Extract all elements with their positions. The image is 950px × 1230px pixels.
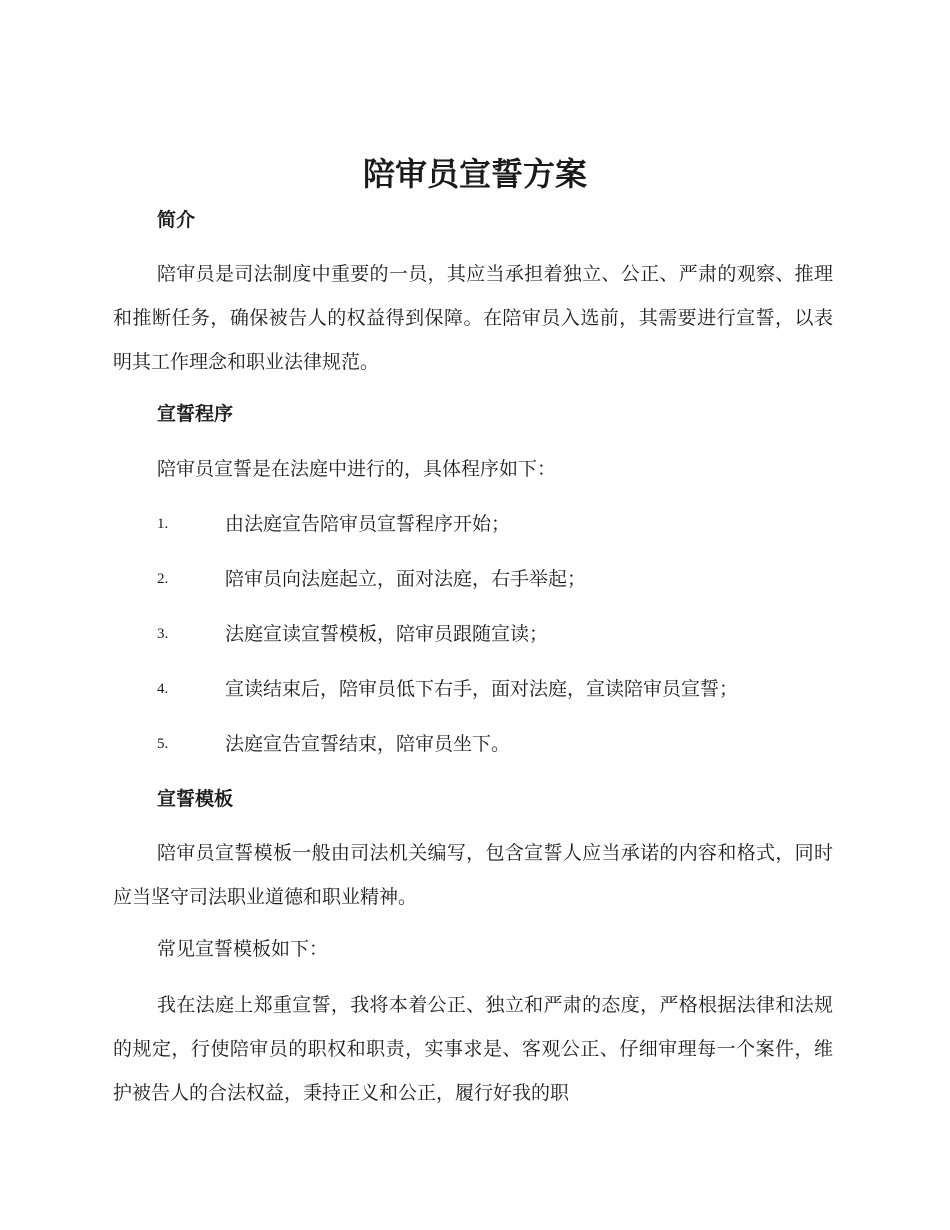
list-number: 4. [157, 681, 169, 697]
section-heading-intro: 简介 [157, 209, 196, 231]
list-text: 法庭宣读宣誓模板，陪审员跟随宣读； [225, 623, 549, 645]
list-text: 法庭宣告宣誓结束，陪审员坐下。 [225, 733, 511, 755]
list-number: 3. [157, 626, 169, 642]
list-item [157, 510, 837, 538]
template-lead: 常见宣誓模板如下： [157, 938, 329, 960]
list-text: 宣读结束后，陪审员低下右手，面对法庭，宣读陪审员宣誓； [225, 678, 739, 700]
section-heading-template: 宣誓模板 [157, 788, 234, 810]
list-number: 5. [157, 736, 169, 752]
list-text: 由法庭宣告陪审员宣誓程序开始； [225, 513, 511, 535]
document-title: 陪审员宣誓方案 [362, 155, 587, 193]
section-heading-procedure: 宣誓程序 [157, 403, 234, 425]
list-item [157, 730, 837, 758]
list-item [157, 620, 837, 648]
procedure-lead: 陪审员宣誓是在法庭中进行的，具体程序如下： [157, 458, 557, 480]
list-number: 1. [157, 516, 169, 532]
list-text: 陪审员向法庭起立，面对法庭，右手举起； [225, 568, 587, 590]
oath-paragraph: 我在法庭上郑重宣誓，我将本着公正、独立和严肃的态度，严格根据法律和法规的规定，行使陪审员的职权和职责，实事求是、客观公正、仔细审理每一个案件，维护被告人的合法权益，秉持正义和公正，履行好我的职 [113, 994, 833, 1104]
template-paragraph: 陪审员宣誓模板一般由司法机关编写，包含宣誓人应当承诺的内容和格式，同时应当坚守司法职业道德和职业精神。 [113, 842, 833, 908]
list-item [157, 565, 837, 593]
list-number: 2. [157, 571, 169, 587]
list-item [157, 675, 837, 703]
intro-paragraph: 陪审员是司法制度中重要的一员，其应当承担着独立、公正、严肃的观察、推理和推断任务，确保被告人的权益得到保障。在陪审员入选前，其需要进行宣誓，以表明其工作理念和职业法律规范。 [113, 263, 833, 373]
